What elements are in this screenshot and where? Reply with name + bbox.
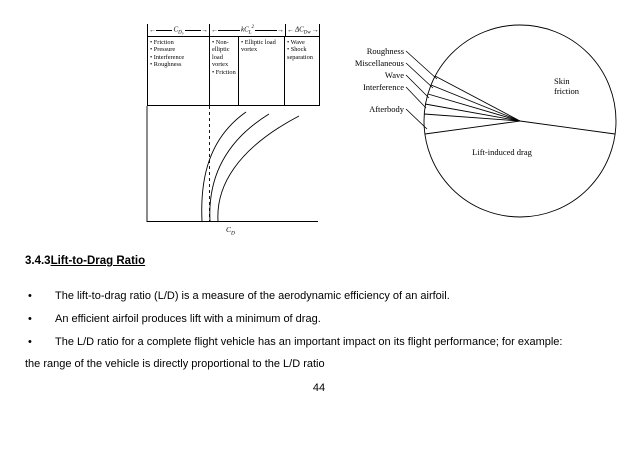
drag-table-item: • Roughness xyxy=(150,61,208,69)
drag-pie-chart xyxy=(424,25,616,217)
drag-table-body xyxy=(147,36,320,106)
page-number: 44 xyxy=(312,382,326,394)
pie-label-wave: Wave xyxy=(384,70,404,80)
drag-table-item: • Non-elliptic load vortex xyxy=(212,39,237,69)
pie-label-afterbody: Afterbody xyxy=(369,104,404,114)
drag-table-item: • Pressure xyxy=(150,46,208,54)
kcl2-symbol: $kC_L^2$ xyxy=(240,24,255,36)
drag-table-header-row xyxy=(147,24,320,36)
cd-axis-label: $C_D$ xyxy=(226,225,235,237)
pie-label-interference: Interference xyxy=(362,82,404,92)
drag-table-header-dcdw xyxy=(285,24,320,36)
pie-label-roughness: Roughness xyxy=(366,46,404,56)
polar-curve-3 xyxy=(218,116,299,221)
left-arrow-icon: ← xyxy=(149,25,156,34)
drag-table-header-kcl2 xyxy=(209,24,285,36)
header-line xyxy=(255,30,277,31)
drag-table-item: • Interference xyxy=(150,54,208,62)
drag-table-column-parasite xyxy=(148,37,209,105)
drag-table-item: • Wave xyxy=(287,39,318,47)
header-line xyxy=(185,30,201,31)
drag-table-item: • Friction xyxy=(212,69,237,77)
drag-table-item: • Friction xyxy=(150,39,208,47)
bullet-item: • The L/D ratio for a complete flight vehicle has an important impact on its flight performance; for example: xyxy=(25,336,625,348)
pie-label-lift-induced-drag: Lift-induced drag xyxy=(472,147,532,157)
dcdw-symbol: $\Delta C_{Dw}$ xyxy=(295,24,311,36)
pie-label-skin-friction: Skin friction xyxy=(554,76,580,96)
drag-table-item: • Shock separation xyxy=(287,46,318,61)
polar-curve-1 xyxy=(202,112,246,221)
drag-table-column-wave xyxy=(284,37,319,105)
header-line xyxy=(218,30,240,31)
right-arrow-icon: → xyxy=(201,25,208,34)
left-arrow-icon: ← xyxy=(211,25,218,34)
drag-breakdown-table xyxy=(147,24,320,106)
drag-polar-graph xyxy=(147,106,319,222)
section-title: Lift-to-Drag Ratio xyxy=(50,255,146,267)
bullet-item: • The lift-to-drag ratio (L/D) is a measure of the aerodynamic efficiency of an airfoil. xyxy=(25,290,625,302)
pie-label-miscellaneous: Miscellaneous xyxy=(354,58,404,68)
drag-table-header-cd0 xyxy=(147,24,209,36)
right-arrow-icon: → xyxy=(311,25,319,34)
drag-table-column-elliptic xyxy=(238,37,284,105)
section-number: 3.4.3 xyxy=(25,255,51,267)
section-heading xyxy=(25,255,145,267)
bullet-item: • An efficient airfoil produces lift with a minimum of drag. xyxy=(25,313,625,325)
left-arrow-icon: ← xyxy=(287,25,294,34)
drag-table-item: • Elliptic load vortex xyxy=(241,39,283,54)
header-line xyxy=(156,30,172,31)
right-arrow-icon: → xyxy=(277,25,284,34)
continuation-text: the range of the vehicle is directly proportional to the L/D ratio xyxy=(25,358,325,370)
cd0-symbol: $C_{D_0}$ xyxy=(173,24,184,36)
drag-table-column-nonelliptic xyxy=(209,37,238,105)
